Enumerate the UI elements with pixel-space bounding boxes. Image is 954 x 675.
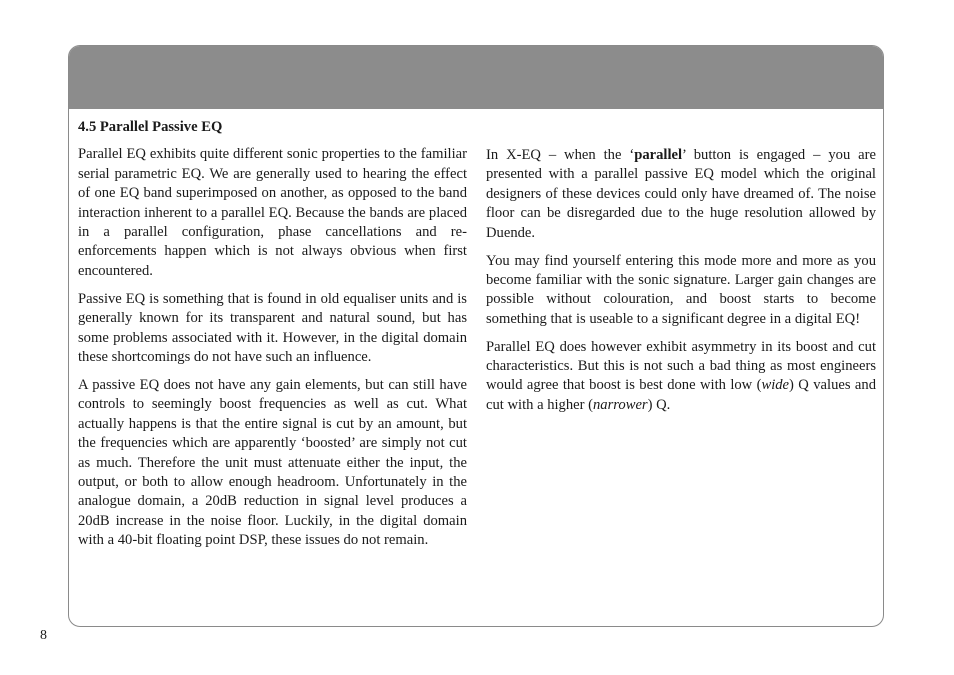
- text-run: ’ button is engaged – you are presented with a parallel passive EQ model which the original designers of these devices could only have dreamed of. The noise floor can be disregarded due to the huge resolution allowed by Duende.: [486, 147, 876, 241]
- paragraph-x-eq-parallel: [486, 146, 876, 243]
- text-run: ) Q.: [647, 396, 671, 413]
- paragraph-asymmetry: [486, 338, 876, 416]
- wide-keyword: wide: [761, 377, 790, 394]
- page-number: 8: [40, 628, 47, 643]
- parallel-keyword: parallel: [634, 147, 683, 163]
- paragraph-passive-eq: Passive EQ is something that is found in old equaliser units and is generally known for its transparent and natural sound, but has some problems associated with it. However, in the digital domain these shortcomings do not have such an influence.: [78, 290, 467, 365]
- narrower-keyword: narrower: [593, 396, 648, 413]
- right-column: [486, 146, 876, 424]
- text-run: Parallel EQ does however exhibit asymmetry in its boost and cut characteristics. But this is not such a bad thing as most engineers would agree that boost is best done with low (: [486, 338, 876, 394]
- paragraph-gain-elements: A passive EQ does not have any gain elements, but can still have controls to seemingly boost frequencies as well as cut. What actually happens is that the entire signal is cut by an amount, but the frequencies which are apparently ‘boosted’ are simply not cut as much. Therefore the unit must attenuate either the input, the output, or both to allow enough headroom. Unfortunately in the analogue domain, a 20dB reduction in signal level produces a 20dB increase in the noise floor. Luckily, in the digital domain with a 40-bit floating point DSP, these issues do not remain.: [78, 376, 467, 549]
- left-column: [78, 118, 467, 559]
- section-heading: 4.5 Parallel Passive EQ: [78, 119, 223, 135]
- content-panel: [68, 45, 884, 627]
- text-run: ) Q values and cut with a higher (: [486, 377, 876, 413]
- panel-header-bar: [69, 46, 883, 109]
- paragraph-sonic-signature: You may find yourself entering this mode more and more as you become familiar with the sonic signature. Larger gain changes are possible without colouration, and boost starts to become something that is useable to a significant degree in a digital EQ!: [486, 252, 876, 327]
- paragraph-parallel-eq-intro: Parallel EQ exhibits quite different sonic properties to the familiar serial parametric EQ. We are generally used to hearing the effect of one EQ band superimposed on another, as opposed to the band interaction inherent to a parallel EQ. Because the bands are placed in a parallel configuration, phase cancellations and re-enforcements happen which is not always obvious when first encountered.: [78, 146, 467, 279]
- text-run: In X-EQ – when the ‘: [486, 147, 635, 163]
